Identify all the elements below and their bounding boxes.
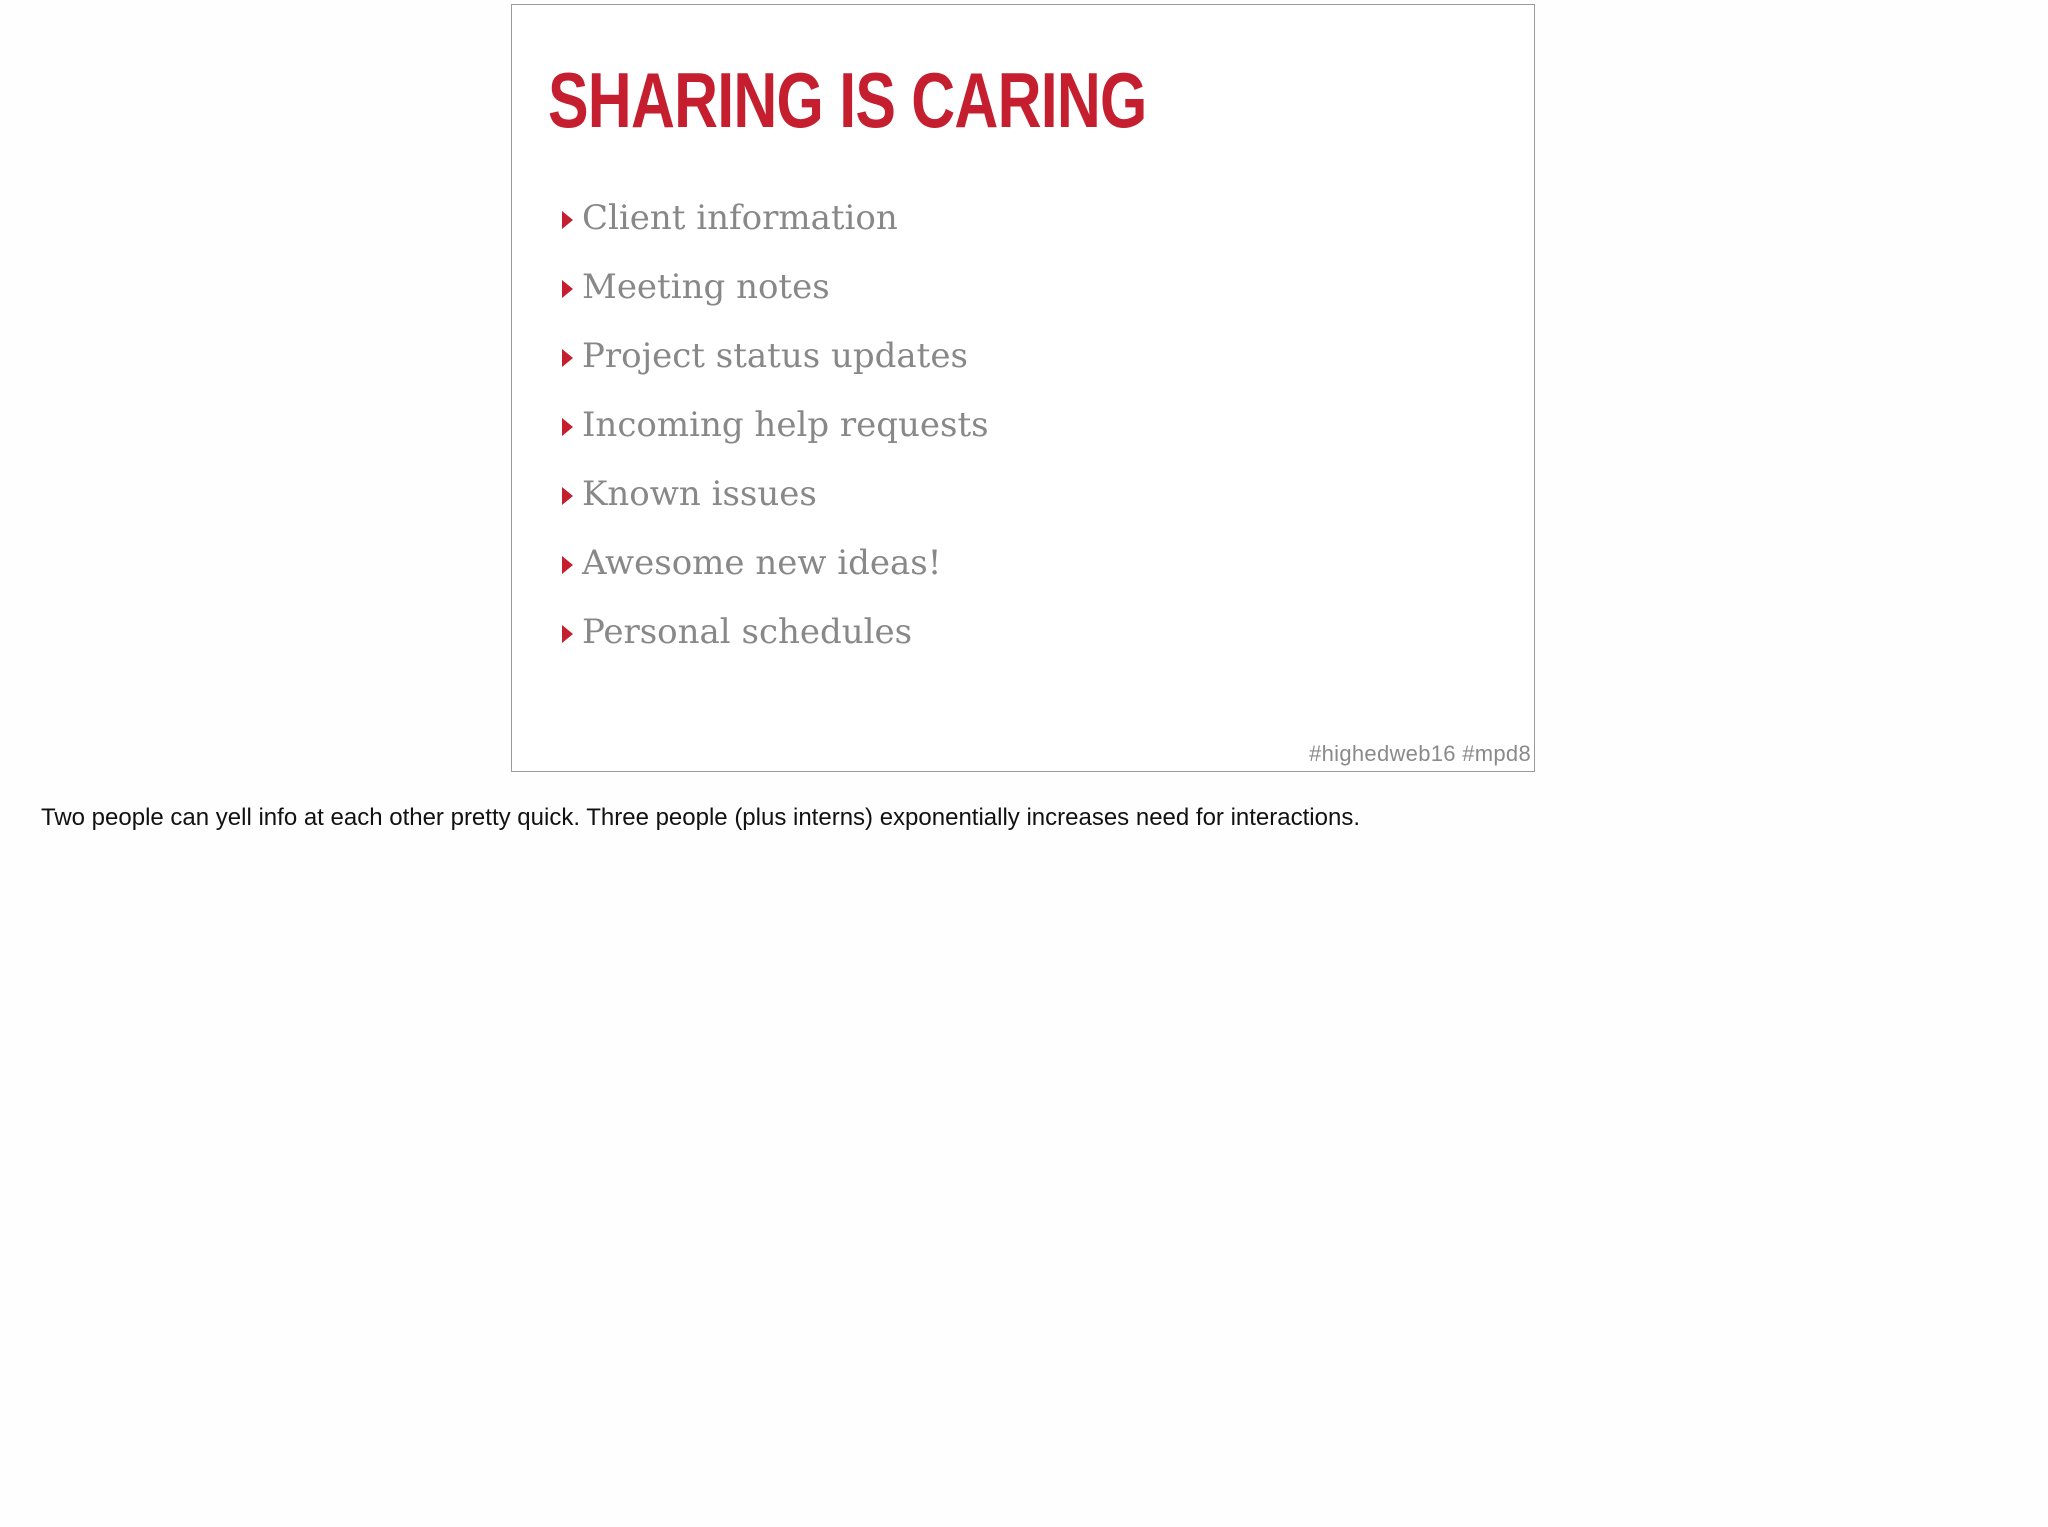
- triangle-bullet-icon: [562, 349, 573, 367]
- bullet-item: [562, 252, 989, 321]
- bullet-text: Client information: [582, 197, 898, 238]
- bullet-item: [562, 528, 989, 597]
- slide-title: SHARING IS CARING: [548, 56, 1147, 144]
- bullet-item: [562, 390, 989, 459]
- bullet-text: Awesome new ideas!: [582, 542, 942, 583]
- bullet-item: [562, 597, 989, 666]
- bullet-list: [562, 183, 989, 666]
- bullet-text: Project status updates: [582, 335, 968, 376]
- bullet-item: [562, 459, 989, 528]
- triangle-bullet-icon: [562, 280, 573, 298]
- triangle-bullet-icon: [562, 418, 573, 436]
- slide-thumbnail: [511, 4, 1535, 772]
- triangle-bullet-icon: [562, 625, 573, 643]
- triangle-bullet-icon: [562, 211, 573, 229]
- bullet-item: [562, 183, 989, 252]
- triangle-bullet-icon: [562, 487, 573, 505]
- bullet-text: Meeting notes: [582, 266, 830, 307]
- triangle-bullet-icon: [562, 556, 573, 574]
- bullet-text: Personal schedules: [582, 611, 913, 652]
- slide-hashtags: #highedweb16 #mpd8: [1309, 741, 1531, 766]
- speaker-notes: Two people can yell info at each other pretty quick. Three people (plus interns) exponentially increases need for interactions.: [41, 804, 1360, 831]
- bullet-item: [562, 321, 989, 390]
- bullet-text: Incoming help requests: [582, 404, 989, 445]
- bullet-text: Known issues: [582, 473, 817, 514]
